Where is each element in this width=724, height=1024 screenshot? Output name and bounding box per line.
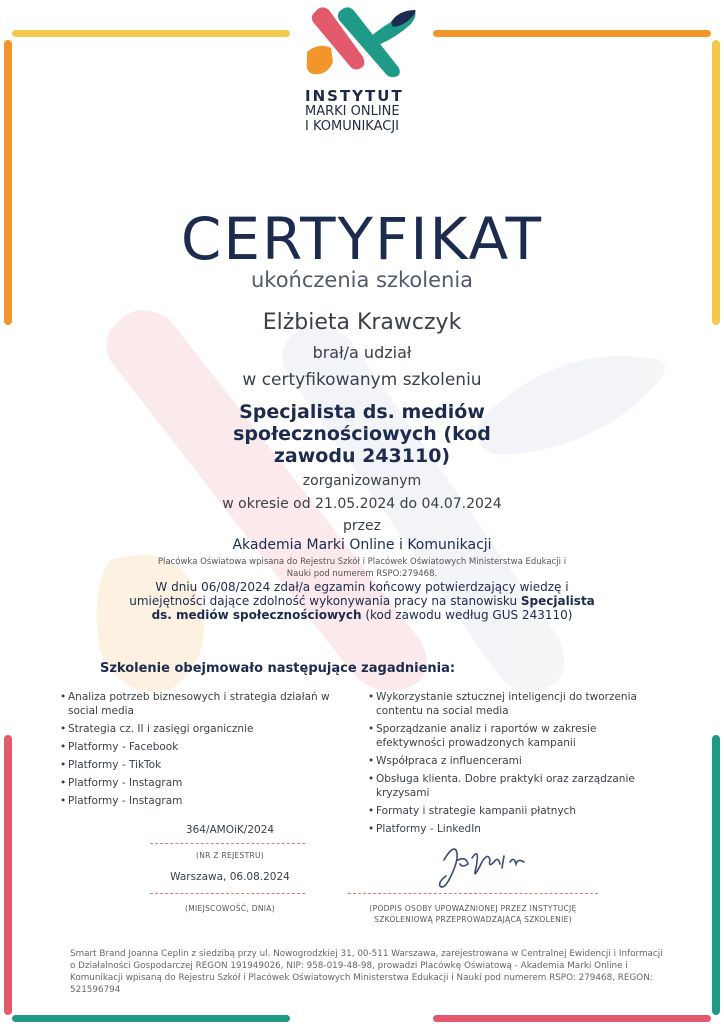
topic-item: • Sporządzanie analiz i raportów w zakresie efektywności prowadzonych kampanii	[368, 722, 668, 750]
topic-item: • Formaty i strategie kampanii płatnych	[368, 804, 668, 818]
topic-item: • Platformy - TikTok	[60, 758, 355, 772]
took-part-text: brał/a udział	[312, 343, 412, 362]
course-name: Specjalista ds. mediów społecznościowych (kod zawodu 243110)	[233, 401, 491, 467]
by-text: przez	[343, 518, 381, 534]
place-caption: (MIEJSCOWOŚĆ, DNIA)	[185, 904, 275, 913]
border-right-teal	[712, 735, 720, 1015]
period-text: w okresie od 21.05.2024 do 04.07.2024	[222, 496, 502, 512]
logo-line-1: INSTYTUT	[305, 87, 404, 105]
exam-text-2: (kod zawodu według GUS 243110)	[361, 608, 573, 622]
topics-heading: Szkolenie obejmowało następujące zagadnienia:	[100, 661, 456, 676]
topic-item: • Platformy - LinkedIn	[368, 822, 668, 836]
border-bottom-right-pink	[433, 1015, 711, 1022]
border-top-right-orange	[433, 30, 711, 37]
organized-text: zorganizowanym	[302, 473, 422, 489]
registry-number: 364/AMOiK/2024	[185, 824, 275, 836]
organizer-note: Placówka Oświatowa wpisana do Rejestru Szkół i Placówek Oświatowych Ministerstwa Edukacji i Nauki pod numerem RSPO:279468.	[157, 557, 567, 579]
topic-item: • Wykorzystanie sztucznej inteligencji do tworzenia contentu na social media	[368, 690, 668, 718]
exam-position: Specjalista ds. mediów społecznościowych	[151, 594, 595, 622]
topic-item: • Strategia cz. II i zasięgi organicznie	[60, 722, 355, 736]
topic-item: • Platformy - Instagram	[60, 794, 355, 808]
certificate-subtitle: ukończenia szkolenia	[250, 268, 474, 292]
logo-line-3: I KOMUNIKACJI	[305, 119, 400, 134]
signature-image	[432, 838, 532, 894]
border-top-left-yellow	[12, 30, 290, 37]
registry-caption: (NR Z REJESTRU)	[195, 851, 265, 860]
topic-item: • Obsługa klienta. Dobre praktyki oraz zarządzanie kryzysami	[368, 772, 668, 800]
topic-item: • Platformy - Facebook	[60, 740, 355, 754]
registry-divider	[150, 843, 305, 844]
logo-wordmark	[305, 89, 465, 134]
certificate-title: CERTYFIKAT	[180, 205, 544, 273]
organizer-name: Akademia Marki Online i Komunikacji	[232, 537, 492, 553]
recipient-name: Elżbieta Krawczyk	[262, 310, 462, 335]
topics-list-left	[60, 690, 355, 812]
exam-text-1: W dniu 06/08/2024 zdał/a egzamin końcowy potwierdzający wiedzę i umiejętności dające zdolność wykonywania pracy na stanowisku	[129, 580, 569, 608]
topic-item: • Platformy - Instagram	[60, 776, 355, 790]
place-divider	[150, 893, 305, 894]
footer-legal-text: Smart Brand Joanna Ceplin z siedzibą przy ul. Nowogrodzkiej 31, 00-511 Warszawa, zarejestrowana w Centralnej Ewidencji i Informacji o Działalności Gospodarczej REGON 191949026, NIP: 958-019-48-98, prowadzi Placówkę Oświatową - Akademia Marki Online i Komunikacji wpisaną do Rejestru Szkół i Placówek Oświatowych Ministerstwa Edukacji i Nauki pod numerem RSPO: 279468, REGON: 521596794	[70, 949, 663, 995]
topic-item: • Analiza potrzeb biznesowych i strategia działań w social media	[60, 690, 355, 718]
border-bottom-left-teal	[12, 1015, 290, 1022]
place-date: Warszawa, 06.08.2024	[170, 871, 290, 883]
topics-list-right	[368, 690, 668, 840]
signature-caption: (PODPIS OSOBY UPOWAŻNIONEJ PRZEZ INSTYTUCJĘ SZKOLENIOWĄ PRZEPROWADZAJĄCĄ SZKOLENIE)	[369, 904, 577, 924]
border-left-pink	[4, 735, 12, 1015]
exam-statement	[120, 580, 604, 622]
institute-logo-icon	[305, 2, 420, 80]
logo-line-2: MARKI ONLINE	[305, 104, 400, 119]
in-course-text: w certyfikowanym szkoleniu	[242, 370, 482, 390]
topic-item: • Współpraca z influencerami	[368, 754, 668, 768]
signature-divider	[348, 893, 598, 894]
